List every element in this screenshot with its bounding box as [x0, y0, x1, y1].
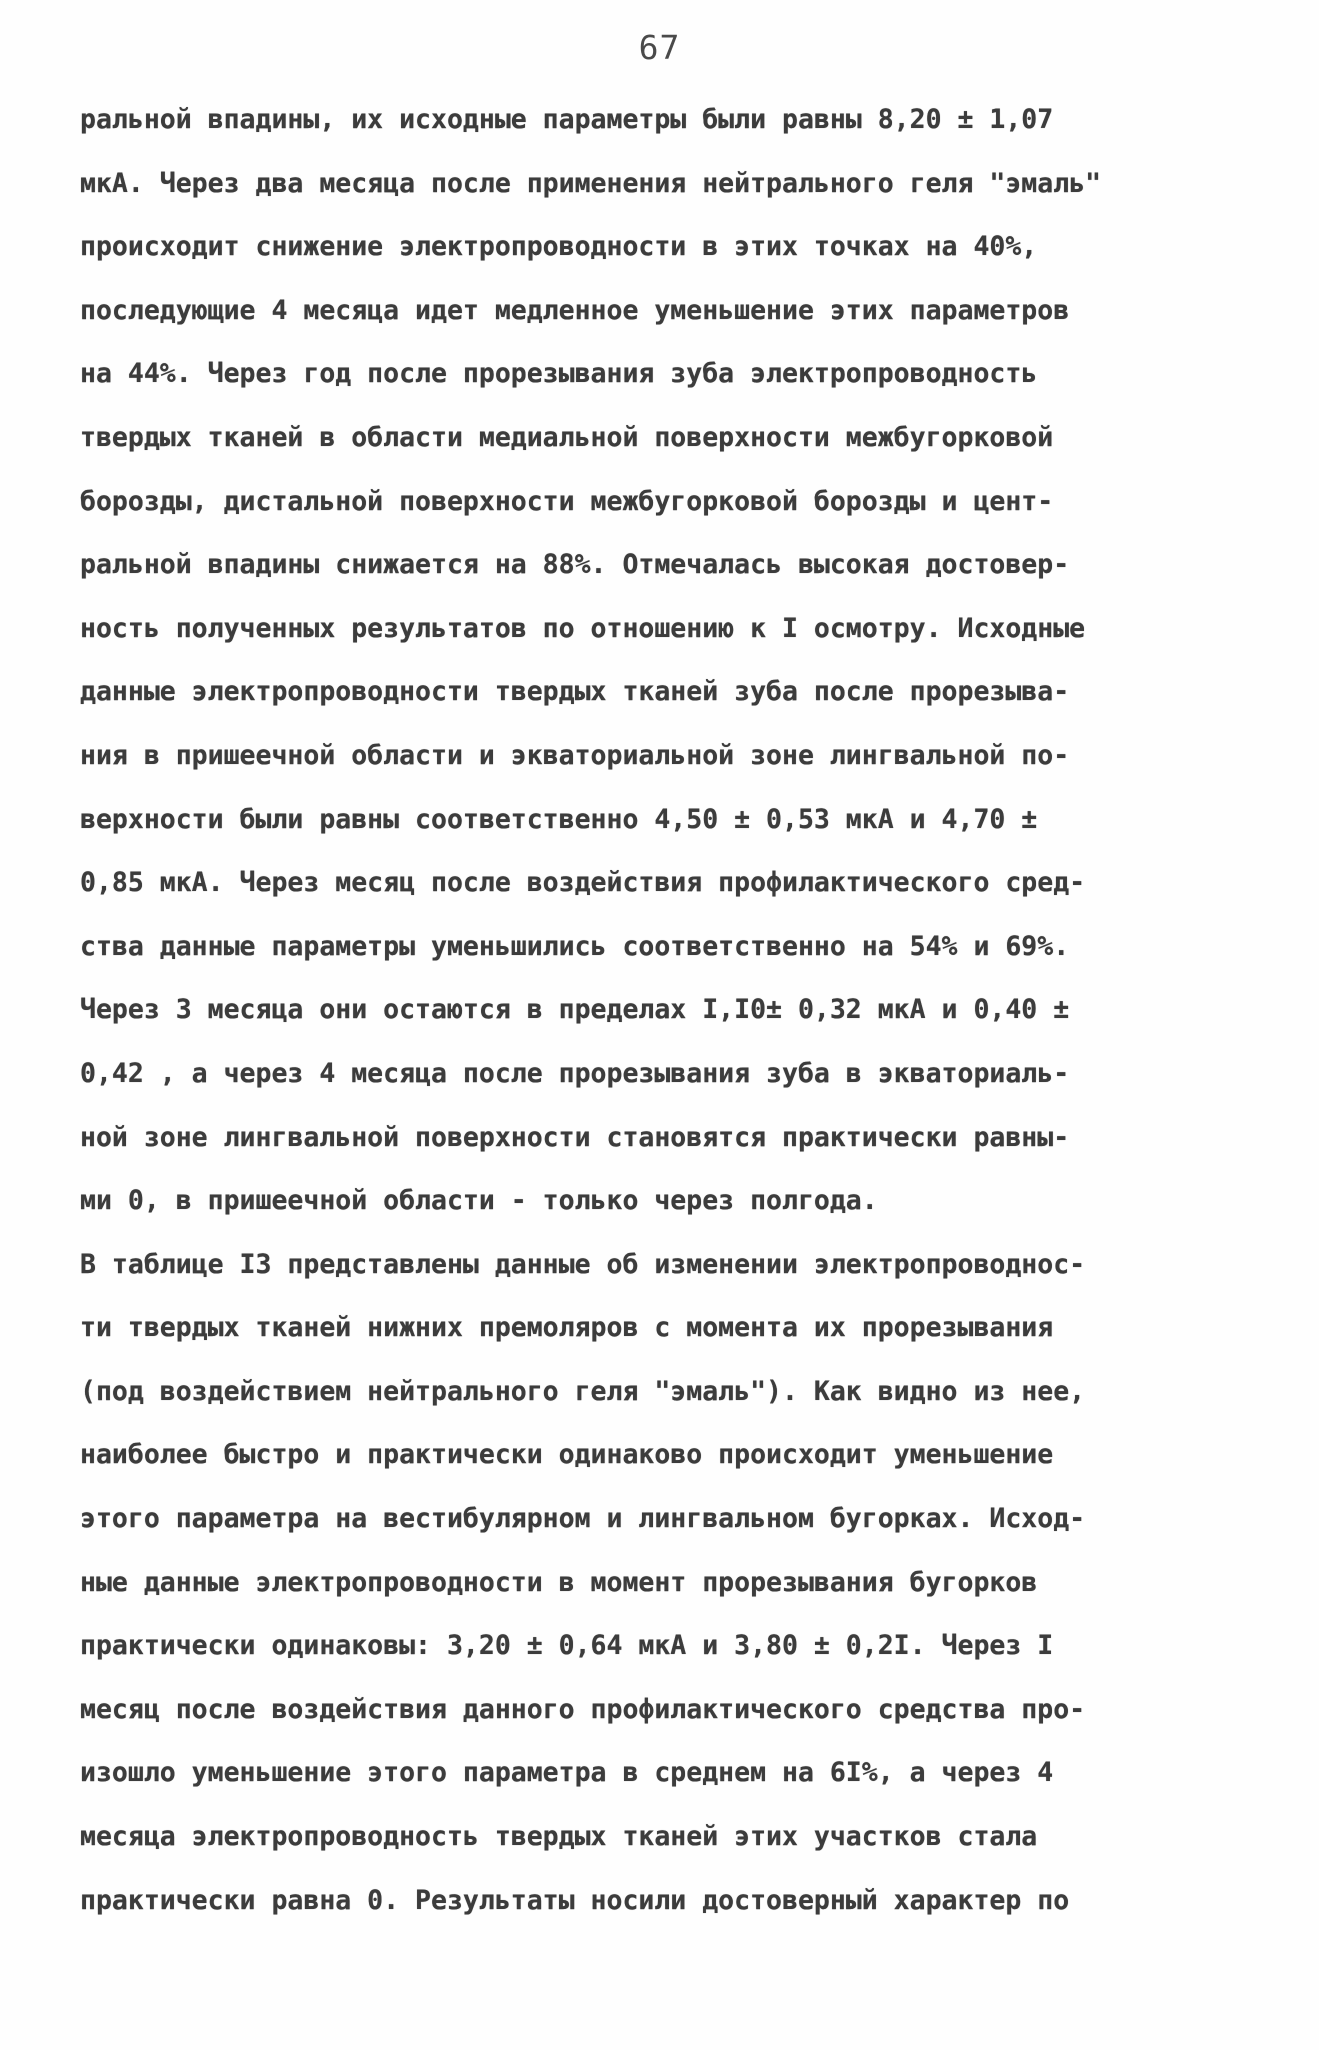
text-line: борозды, дистальной поверхности межбугорковой борозды и цент- [80, 485, 1054, 517]
text-line: В таблице I3 представлены данные об изменении электропроводнос- [80, 1248, 1086, 1280]
text-line: этого параметра на вестибулярном и лингвальном бугорках. Исход- [80, 1503, 1086, 1535]
page-number: 67 [638, 28, 681, 67]
text-line: последующие 4 месяца идет медленное уменьшение этих параметров [80, 294, 1070, 326]
text-line: ной зоне лингвальной поверхности становятся практически равны- [80, 1121, 1070, 1153]
body-text [80, 88, 1250, 1932]
text-line: наиболее быстро и практически одинаково происходит уменьшение [80, 1439, 1054, 1471]
text-line: на 44%. Через год после прорезывания зуба электропроводность [80, 358, 1038, 390]
text-line: ральной впадины снижается на 88%. Отмечалась высокая достовер- [80, 549, 1070, 581]
text-line: ния в пришеечной области и экваториальной зоне лингвальной по- [80, 739, 1070, 771]
text-line: ти твердых тканей нижних премоляров с момента их прорезывания [80, 1312, 1054, 1344]
text-line: 0,42 , а через 4 месяца после прорезывания зуба в экваториаль- [80, 1057, 1070, 1089]
text-line: 0,85 мкА. Через месяц после воздействия профилактического сред- [80, 867, 1086, 899]
text-line: ства данные параметры уменьшились соответственно на 54% и 69%. [80, 930, 1070, 962]
text-line: практически равна 0. Результаты носили достоверный характер по [80, 1884, 1070, 1916]
text-line: происходит снижение электропроводности в этих точках на 40%, [80, 231, 1038, 263]
text-line: ми 0, в пришеечной области - только через полгода. [80, 1185, 878, 1217]
text-line: (под воздействием нейтрального геля "эмаль"). Как видно из нее, [80, 1375, 1086, 1407]
text-line: ральной впадины, их исходные параметры были равны 8,20 ± 1,07 [80, 104, 1054, 135]
text-line: ность полученных результатов по отношению к I осмотру. Исходные [80, 612, 1086, 644]
text-line: ные данные электропроводности в момент прорезывания бугорков [80, 1566, 1038, 1598]
text-line: мкА. Через два месяца после применения нейтрального геля "эмаль" [80, 167, 1102, 199]
text-line: данные электропроводности твердых тканей зуба после прорезыва- [80, 676, 1070, 708]
text-line: изошло уменьшение этого параметра в среднем на 6I%, а через 4 [80, 1757, 1054, 1789]
text-line: Через 3 месяца они остаются в пределах I,I0± 0,32 мкА и 0,40 ± [80, 994, 1070, 1026]
text-line: месяц после воздействия данного профилактического средства про- [80, 1693, 1086, 1725]
text-line: верхности были равны соответственно 4,50 ± 0,53 мкА и 4,70 ± [80, 803, 1038, 835]
text-line: месяца электропроводность твердых тканей этих участков стала [80, 1821, 1038, 1853]
text-line: твердых тканей в области медиальной поверхности межбугорковой [80, 421, 1054, 453]
text-line: практически одинаковы: 3,20 ± 0,64 мкА и 3,80 ± 0,2I. Через I [80, 1630, 1054, 1662]
